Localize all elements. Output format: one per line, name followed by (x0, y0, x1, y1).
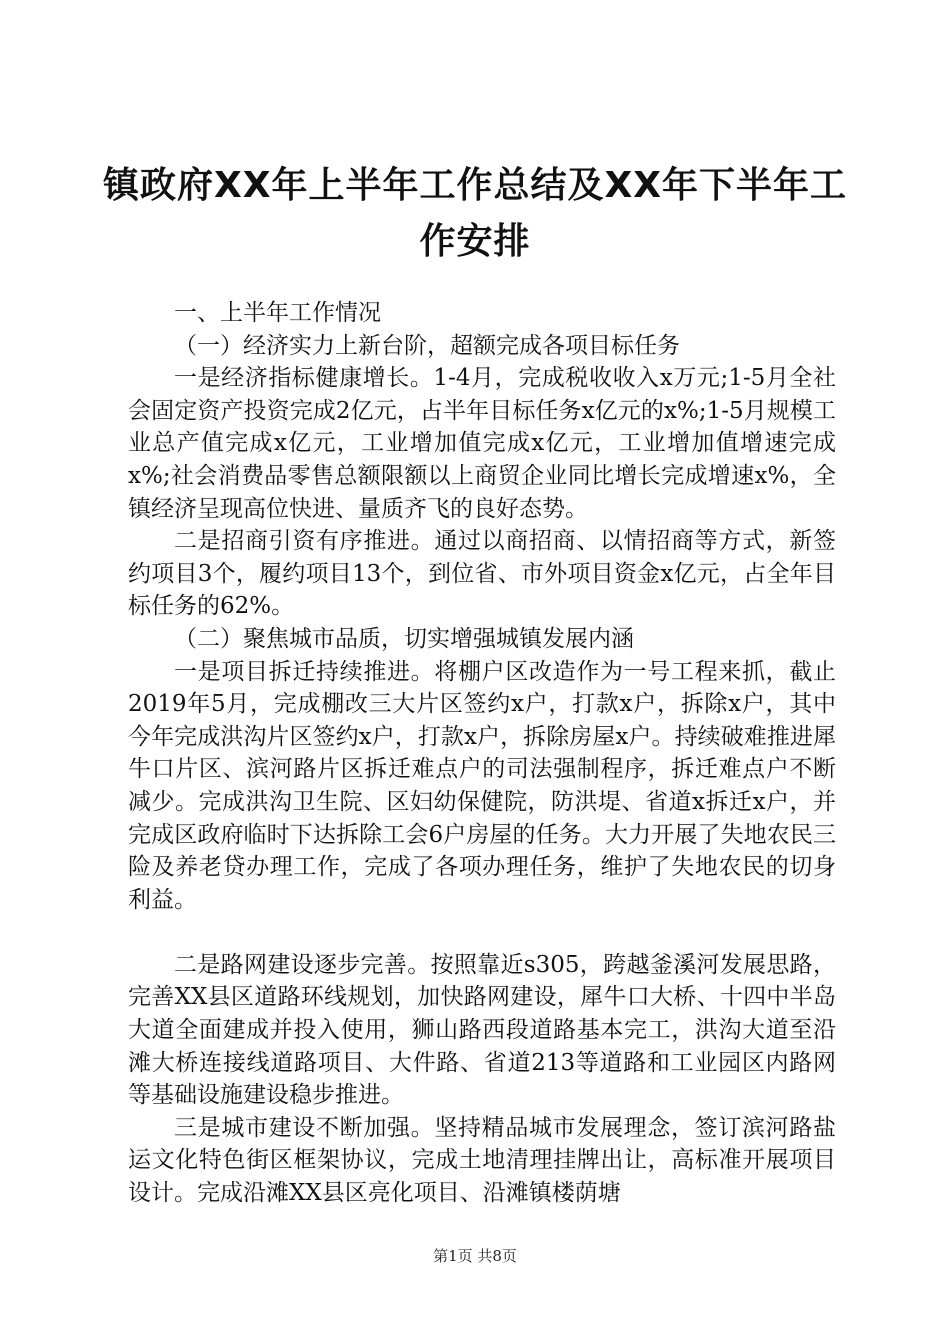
body-paragraph: 二是招商引资有序推进。通过以商招商、以情招商等方式，新签约项目3个，履约项目13个，到位省、市外项目资金x亿元，占全年目标任务的62%。 (128, 528, 836, 620)
document-title (100, 158, 850, 270)
page-footer: 第1页 共8页 (433, 1247, 517, 1265)
subsection-heading: （二）聚焦城市品质，切实增强城镇发展内涵 (174, 625, 634, 652)
body-paragraph: 一是项目拆迁持续推进。将棚户区改造作为一号工程来抓，截止2019年5月，完成棚改三大片区签约x户，打款x户，拆除x户，其中今年完成洪沟片区签约x户，打款x户，拆除房屋x户。持续破难推进犀牛口片区、滨河路片区拆迁难点户的司法强制程序，拆迁难点户不断减少。完成洪沟卫生院、区妇幼保健院，防洪堤、省道x拆迁x户，并完成区政府临时下达拆除工会6户房屋的任务。大力开展了失地农民三险及养老贷办理工作，完成了各项办理任务，维护了失地农民的切身利益。 (128, 658, 836, 913)
body-paragraph: 三是城市建设不断加强。坚持精品城市发展理念，签订滨河路盐运文化特色街区框架协议，完成土地清理挂牌出让，高标准开展项目设计。完成沿滩XX县区亮化项目、沿滩镇楼荫塘 (128, 1114, 836, 1207)
document-body (128, 297, 836, 1210)
title-line-1: 镇政府XX年上半年工作总结及XX年下半年工 (102, 165, 848, 206)
subsection-heading: （一）经济实力上新台阶，超额完成各项目标任务 (174, 332, 680, 359)
body-paragraph: 二是路网建设逐步完善。按照靠近s305，跨越釜溪河发展思路，完善XX县区道路环线规划，加快路网建设，犀牛口大桥、十四中半岛大道全面建成并投入使用，狮山路西段道路基本完工，洪沟大道至沿滩大桥连接线道路项目、大件路、省道213等道路和工业园区内路网等基础设施建设稳步推进。 (128, 951, 836, 1109)
body-paragraph: 一是经济指标健康增长。1-4月，完成税收收入x万元;1-5月全社会固定资产投资完成2亿元，占半年目标任务x亿元的x%;1-5月规模工业总产值完成x亿元，工业增加值完成x亿元，工业增加值增速完成x%;社会消费品零售总额限额以上商贸企业同比增长完成增速x%，全镇经济呈现高位快进、量质齐飞的良好态势。 (128, 365, 836, 522)
section-heading: 一、上半年工作情况 (174, 300, 381, 326)
title-line-2: 作安排 (419, 221, 531, 262)
